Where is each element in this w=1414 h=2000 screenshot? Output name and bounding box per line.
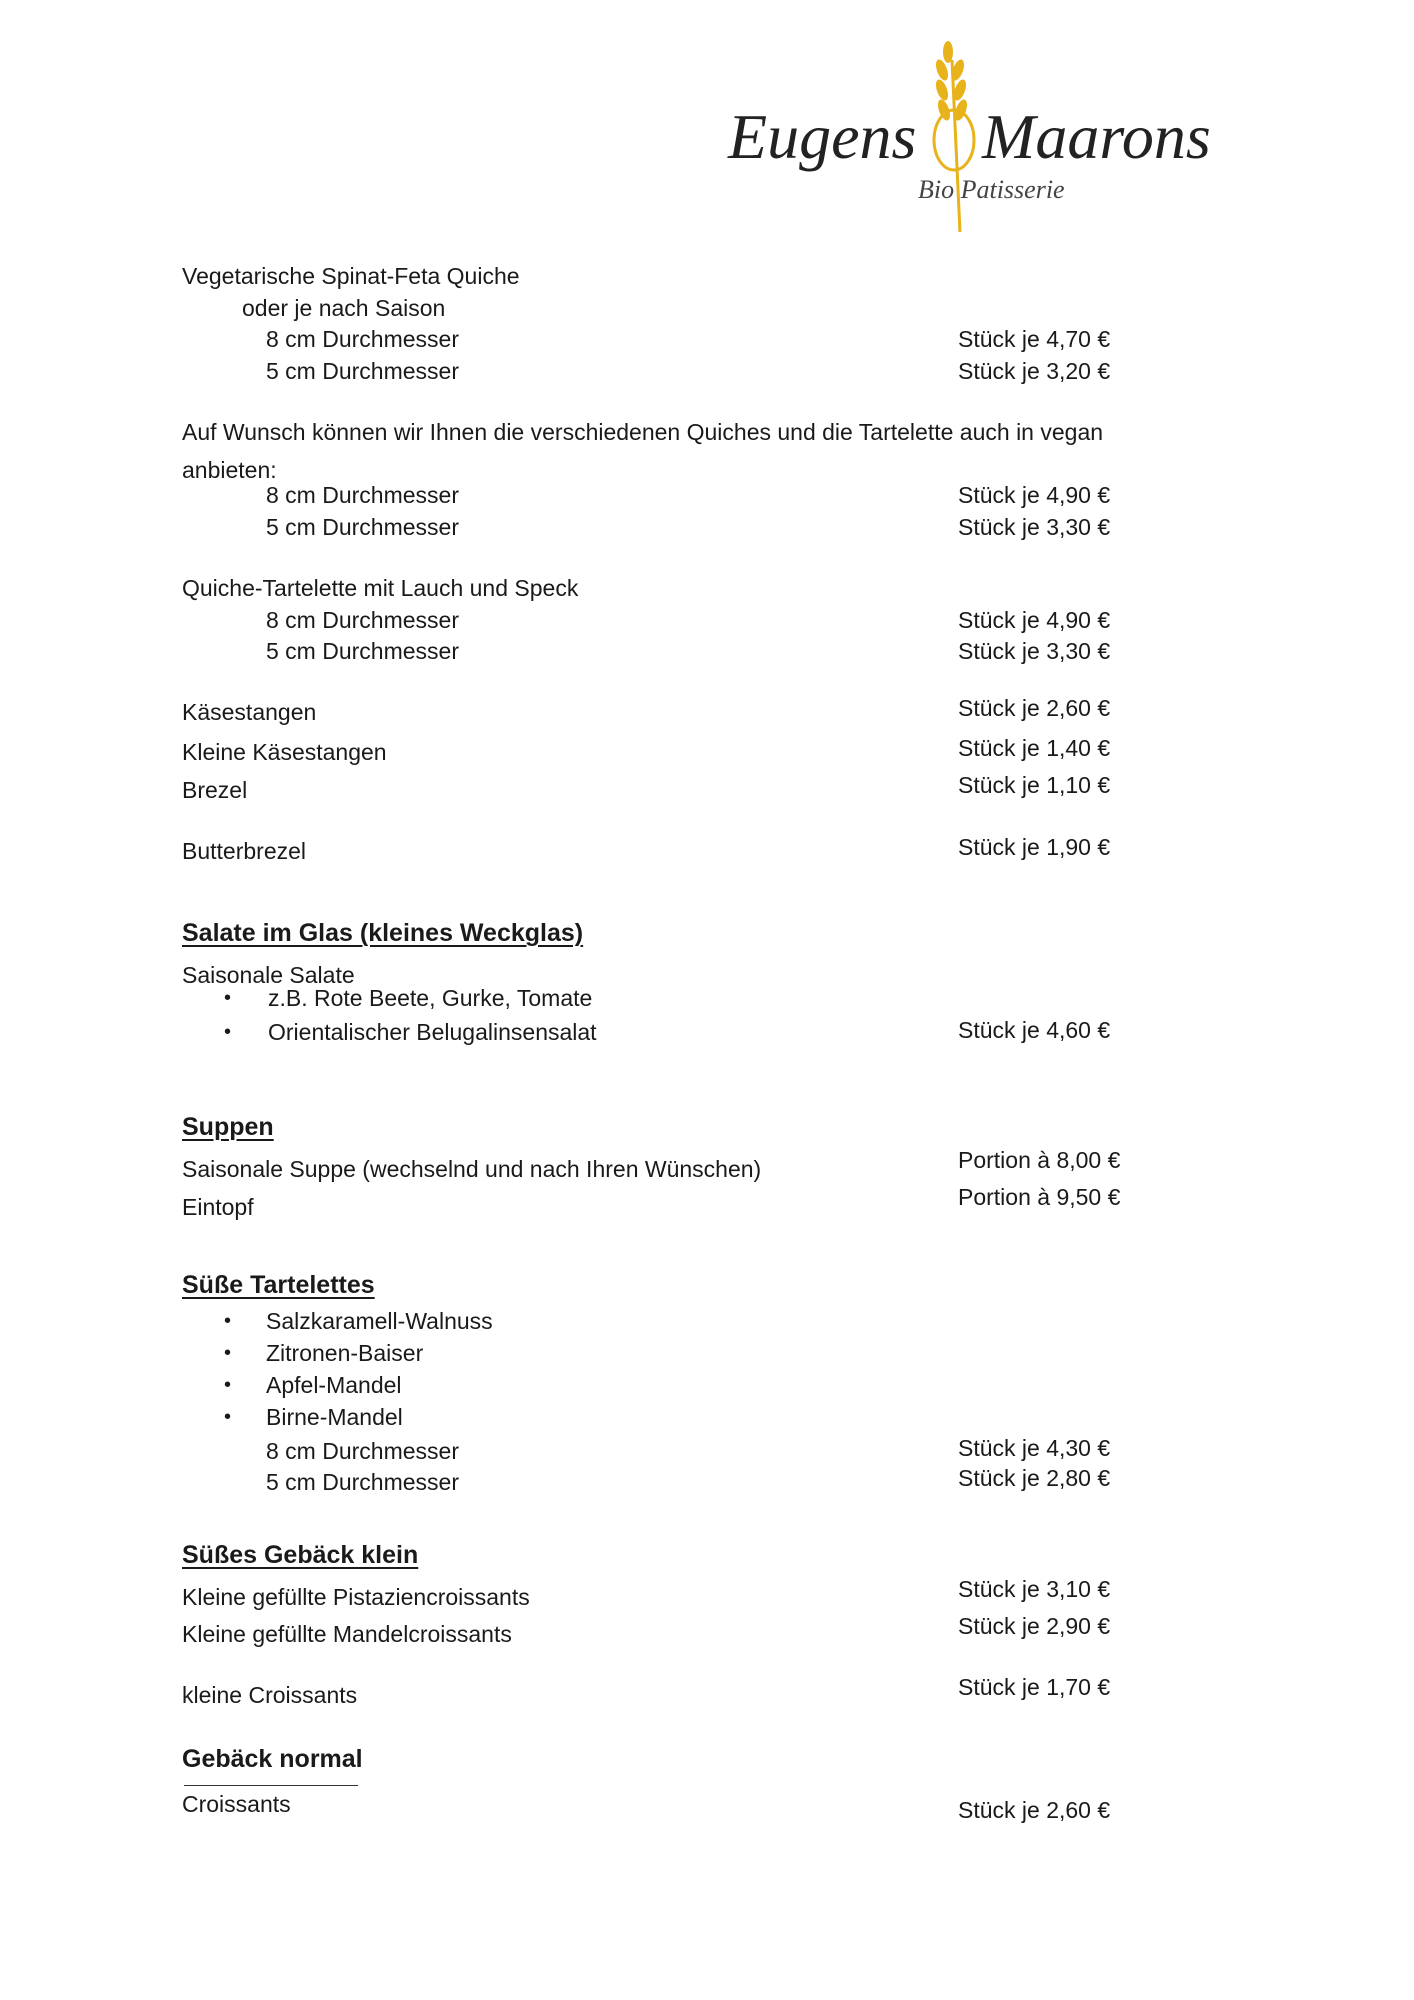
salate-bullet: z.B. Rote Beete, Gurke, Tomate xyxy=(268,985,593,1011)
gebaeck-klein-item-price: Stück je 3,10 € xyxy=(958,1576,1111,1602)
tartelette-price-8: Stück je 4,90 € xyxy=(958,607,1111,633)
tartelette-flavor: Apfel-Mandel xyxy=(266,1372,402,1398)
section-heading-gebaeck-normal: Gebäck normal xyxy=(182,1745,363,1773)
list-item-price: Stück je 1,40 € xyxy=(958,735,1111,761)
list-item-price: Stück je 1,90 € xyxy=(958,834,1111,860)
bullet-icon: • xyxy=(224,987,232,1009)
vegan-size-8: 8 cm Durchmesser xyxy=(266,482,459,508)
logo-subtitle: Bio Patisserie xyxy=(918,175,1065,204)
list-item-name: Kleine Käsestangen xyxy=(182,739,387,765)
list-item-name: Käsestangen xyxy=(182,699,317,725)
tartelette-flavor: Zitronen-Baiser xyxy=(266,1340,424,1366)
gebaeck-klein-item-price: Stück je 2,90 € xyxy=(958,1613,1111,1639)
gebaeck-klein-item-price: Stück je 1,70 € xyxy=(958,1674,1111,1700)
gebaeck-klein-item-name: Kleine gefüllte Pistaziencroissants xyxy=(182,1584,530,1610)
list-item-name: Butterbrezel xyxy=(182,838,307,864)
logo-name-right: Maarons xyxy=(982,101,1211,172)
bullet-icon: • xyxy=(224,1021,232,1043)
list-item-name: Brezel xyxy=(182,777,248,803)
suesse-price-8: Stück je 4,30 € xyxy=(958,1435,1111,1461)
tartelette-flavor: Birne-Mandel xyxy=(266,1404,403,1430)
suppen-item-name: Eintopf xyxy=(182,1194,254,1220)
list-item-price: Stück je 1,10 € xyxy=(958,772,1111,798)
bullet-icon: • xyxy=(224,1374,232,1396)
suesse-price-5: Stück je 2,80 € xyxy=(958,1465,1111,1491)
quiche-subtitle: oder je nach Saison xyxy=(242,295,446,321)
list-item-price: Stück je 2,60 € xyxy=(958,695,1111,721)
suesse-size-8: 8 cm Durchmesser xyxy=(266,1438,459,1464)
gebaeck-klein-item-name: Kleine gefüllte Mandelcroissants xyxy=(182,1621,512,1647)
tartelette-size-5: 5 cm Durchmesser xyxy=(266,638,459,664)
salate-price: Stück je 4,60 € xyxy=(958,1017,1111,1043)
vegan-note-line2: anbieten: xyxy=(182,457,277,483)
suppen-item-name: Saisonale Suppe (wechselnd und nach Ihren Wünschen) xyxy=(182,1156,762,1182)
gebaeck-normal-item-name: Croissants xyxy=(182,1791,291,1817)
section-heading-salate: Salate im Glas (kleines Weckglas) xyxy=(182,919,584,947)
quiche-size-8: 8 cm Durchmesser xyxy=(266,326,459,352)
tartelette-size-8: 8 cm Durchmesser xyxy=(266,607,459,633)
bullet-icon: • xyxy=(224,1310,232,1332)
section-heading-suppen: Suppen xyxy=(182,1113,274,1141)
quiche-title: Vegetarische Spinat-Feta Quiche xyxy=(182,263,520,289)
heading-divider xyxy=(184,1785,358,1786)
vegan-price-5: Stück je 3,30 € xyxy=(958,514,1111,540)
brand-logo xyxy=(720,30,1260,240)
section-heading-suesse-tartelettes: Süße Tartelettes xyxy=(182,1271,375,1299)
salate-intro: Saisonale Salate xyxy=(182,962,355,988)
tartelette-price-5: Stück je 3,30 € xyxy=(958,638,1111,664)
vegan-price-8: Stück je 4,90 € xyxy=(958,482,1111,508)
logo-name-left: Eugens xyxy=(728,101,917,172)
gebaeck-klein-item-name: kleine Croissants xyxy=(182,1682,358,1708)
suppen-item-price: Portion à 8,00 € xyxy=(958,1147,1121,1173)
section-heading-gebaeck-klein: Süßes Gebäck klein xyxy=(182,1541,419,1569)
quiche-price-8: Stück je 4,70 € xyxy=(958,326,1111,352)
vegan-note-line1: Auf Wunsch können wir Ihnen die verschiedenen Quiches und die Tartelette auch in vegan xyxy=(182,419,1104,445)
tartelette-flavor: Salzkaramell-Walnuss xyxy=(266,1308,493,1334)
bullet-icon: • xyxy=(224,1342,232,1364)
quiche-size-5: 5 cm Durchmesser xyxy=(266,358,459,384)
salate-bullet: Orientalischer Belugalinsensalat xyxy=(268,1019,597,1045)
gebaeck-normal-item-price: Stück je 2,60 € xyxy=(958,1797,1111,1823)
suesse-size-5: 5 cm Durchmesser xyxy=(266,1469,459,1495)
bullet-icon: • xyxy=(224,1406,232,1428)
suppen-item-price: Portion à 9,50 € xyxy=(958,1184,1121,1210)
tartelette-title: Quiche-Tartelette mit Lauch und Speck xyxy=(182,575,579,601)
vegan-size-5: 5 cm Durchmesser xyxy=(266,514,459,540)
quiche-price-5: Stück je 3,20 € xyxy=(958,358,1111,384)
